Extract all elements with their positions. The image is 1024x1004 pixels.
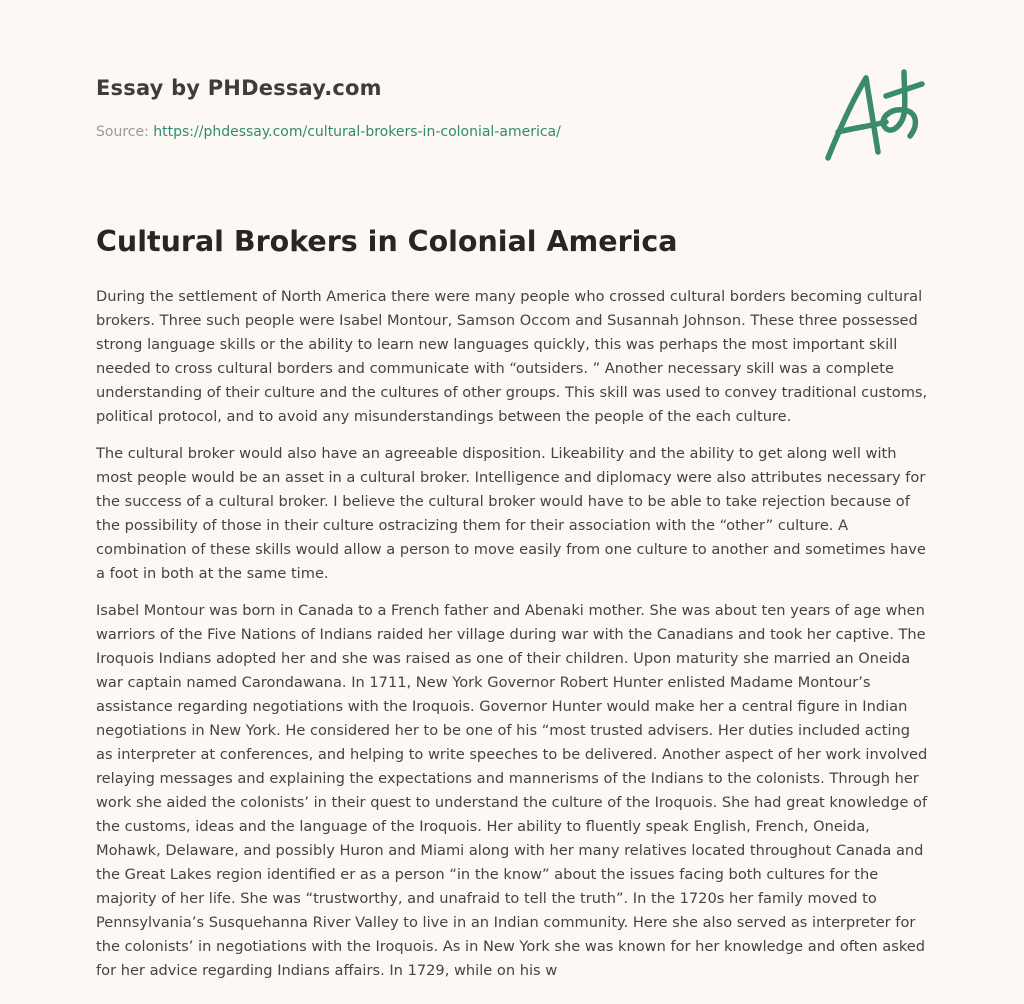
- a-plus-logo-icon: [824, 66, 926, 164]
- essay-title: Cultural Brokers in Colonial America: [96, 225, 678, 258]
- essay-paragraph: During the settlement of North America there were many people who crossed cultural borders becoming cultural brokers. Three such people were Isabel Montour, Samson Occom and Susannah Johnson. These three possessed strong language skills or the ability to learn new languages quickly, this was perhaps the most important skill needed to cross cultural borders and communicate with “outsiders. ” Another necessary skill was a complete understanding of their culture and the cultures of other groups. This skill was used to convey traditional customs, political protocol, and to avoid any misunderstandings between the people of the each culture.: [96, 288, 928, 425]
- source-label: Source:: [96, 124, 149, 140]
- logo-a-left-stroke: [828, 78, 866, 158]
- site-brand-title: Essay by PHDessay.com: [96, 76, 382, 100]
- essay-paragraph: The cultural broker would also have an agreeable disposition. Likeability and the ability to get along well with most people would be an asset in a cultural broker. Intelligence and diplomacy were also attributes necessary for the success of a cultural broker. I believe the cultural broker would have to be able to take rejection because of the possibility of those in their culture ostracizing them for their association with the “other” culture. A combination of these skills would allow a person to move easily from one culture to another and sometimes have a foot in both at the same time.: [96, 445, 926, 582]
- logo-plus-vertical-stroke: [883, 72, 915, 136]
- essay-paragraph: Isabel Montour was born in Canada to a French father and Abenaki mother. She was about ten years of age when warriors of the Five Nations of Indians raided her village during war with the Canadians and took her captive. The Iroquois Indians adopted her and she was raised as one of their children. Upon maturity she married an Oneida war captain named Carondawana. In 1711, New York Governor Robert Hunter enlisted Madame Montour’s assistance regarding negotiations with the Iroquois. Governor Hunter would make her a central figure in Indian negotiations in New York. He considered her to be one of his “most trusted advisers. Her duties included acting as interpreter at conferences, and helping to write speeches to be delivered. Another aspect of her work involved relaying messages and explaining the expectations and mannerisms of the Indians to the colonists. Through her work she aided the colonists’ in their quest to understand the culture of the Iroquois. She had great knowledge of the customs, ideas and the language of the Iroquois. Her ability to fluently speak English, French, Oneida, Mohawk, Delaware, and possibly Huron and Miami along with her many relatives located throughout Canada and the Great Lakes region identified er as a person “in the know” about the issues facing both cultures for the majority of her life. She was “trustworthy, and unafraid to tell the truth”. In the 1720s her family moved to Pennsylvania’s Susquehanna River Valley to live in an Indian community. Here she also served as interpreter for the colonists’ in negotiations with the Iroquois. As in New York she was known for her knowledge and often asked for her advice regarding Indians affairs. In 1729, while on his w: [96, 602, 928, 979]
- logo-a-right-stroke: [866, 78, 878, 152]
- source-line: [96, 124, 561, 140]
- essay-body: [96, 285, 928, 996]
- source-link[interactable]: https://phdessay.com/cultural-brokers-in-colonial-america/: [153, 124, 561, 140]
